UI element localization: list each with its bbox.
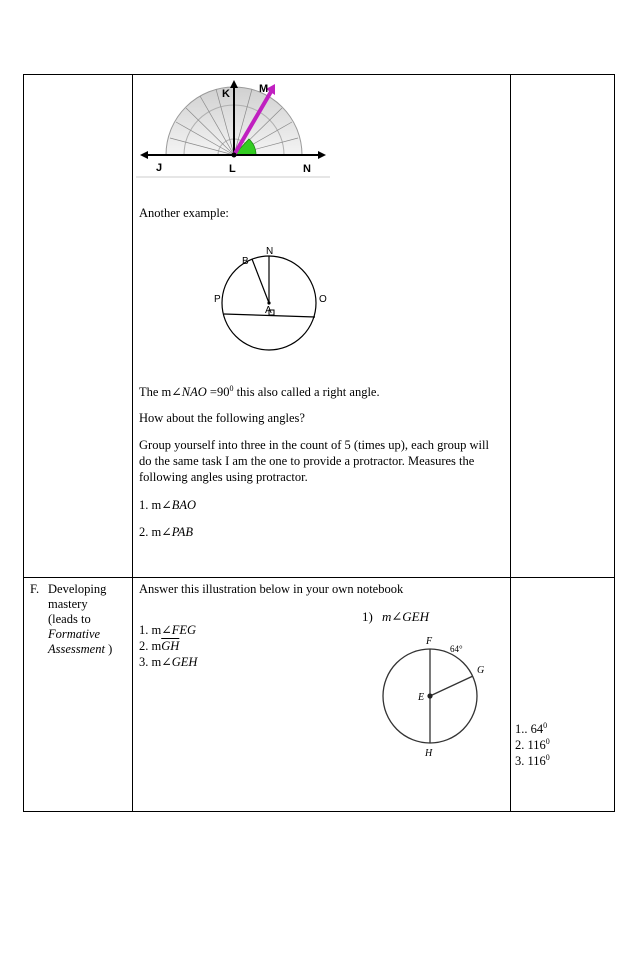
label-e: E (418, 692, 425, 703)
label-f: F (426, 636, 433, 647)
figure-title-expression: m∠GEH (382, 609, 429, 624)
label-p: P (214, 294, 221, 305)
instructions-text: Group yourself into three in the count of 5 (times up), each group will do the same task I am the one to provide a protractor. Measures the following angles using protractor. (139, 438, 489, 484)
item-3: 3. m∠GEH (139, 655, 198, 669)
label-b: B (242, 256, 249, 267)
table-bottom-border (23, 811, 615, 812)
table-col-divider-1 (132, 74, 133, 812)
label-m: M (259, 83, 269, 95)
table-right-border (614, 74, 615, 812)
label-h: H (425, 748, 433, 759)
item-2: 2. $m\overline{GH}$ (139, 639, 180, 653)
label-g: G (477, 665, 485, 676)
protractor-figure (136, 78, 330, 178)
answer-3: 3. $116^0$ (515, 753, 550, 769)
label-l: L (229, 163, 236, 175)
table-col-divider-2 (510, 74, 511, 812)
prompt-text: Answer this illustration below in your own notebook (139, 582, 404, 596)
label-j: J (156, 162, 163, 174)
figure-title-number: 1) (362, 609, 373, 624)
arc-notation: $\overline{GH}$ (161, 639, 180, 653)
another-example-text: Another example: (139, 206, 229, 220)
answer-2: 2. $116^0$ (515, 737, 550, 753)
table-row-divider (23, 577, 615, 578)
label-k: K (222, 88, 230, 100)
label-n: N (303, 163, 311, 175)
circle-figure (205, 246, 345, 358)
item-1: 1. m∠FEG (139, 623, 197, 637)
ray-ab (252, 259, 269, 303)
label-a: A (265, 305, 272, 316)
ray-eg (430, 676, 473, 696)
circle-geh-figure (360, 604, 502, 766)
table-top-border (23, 74, 615, 75)
task-2: 2. m∠PAB (139, 525, 193, 539)
label-n: N (266, 246, 274, 257)
question-text: How about the following angles? (139, 411, 305, 425)
label-o: O (319, 294, 327, 305)
task-1: 1. m∠BAO (139, 498, 197, 512)
answer-1: 1.. $64^0$ (515, 721, 548, 737)
right-angle-text: The m∠NAO $=90^0$ this also called a right angle. (139, 384, 380, 400)
table-left-border (23, 74, 24, 812)
label-angle: 64° (450, 644, 463, 654)
